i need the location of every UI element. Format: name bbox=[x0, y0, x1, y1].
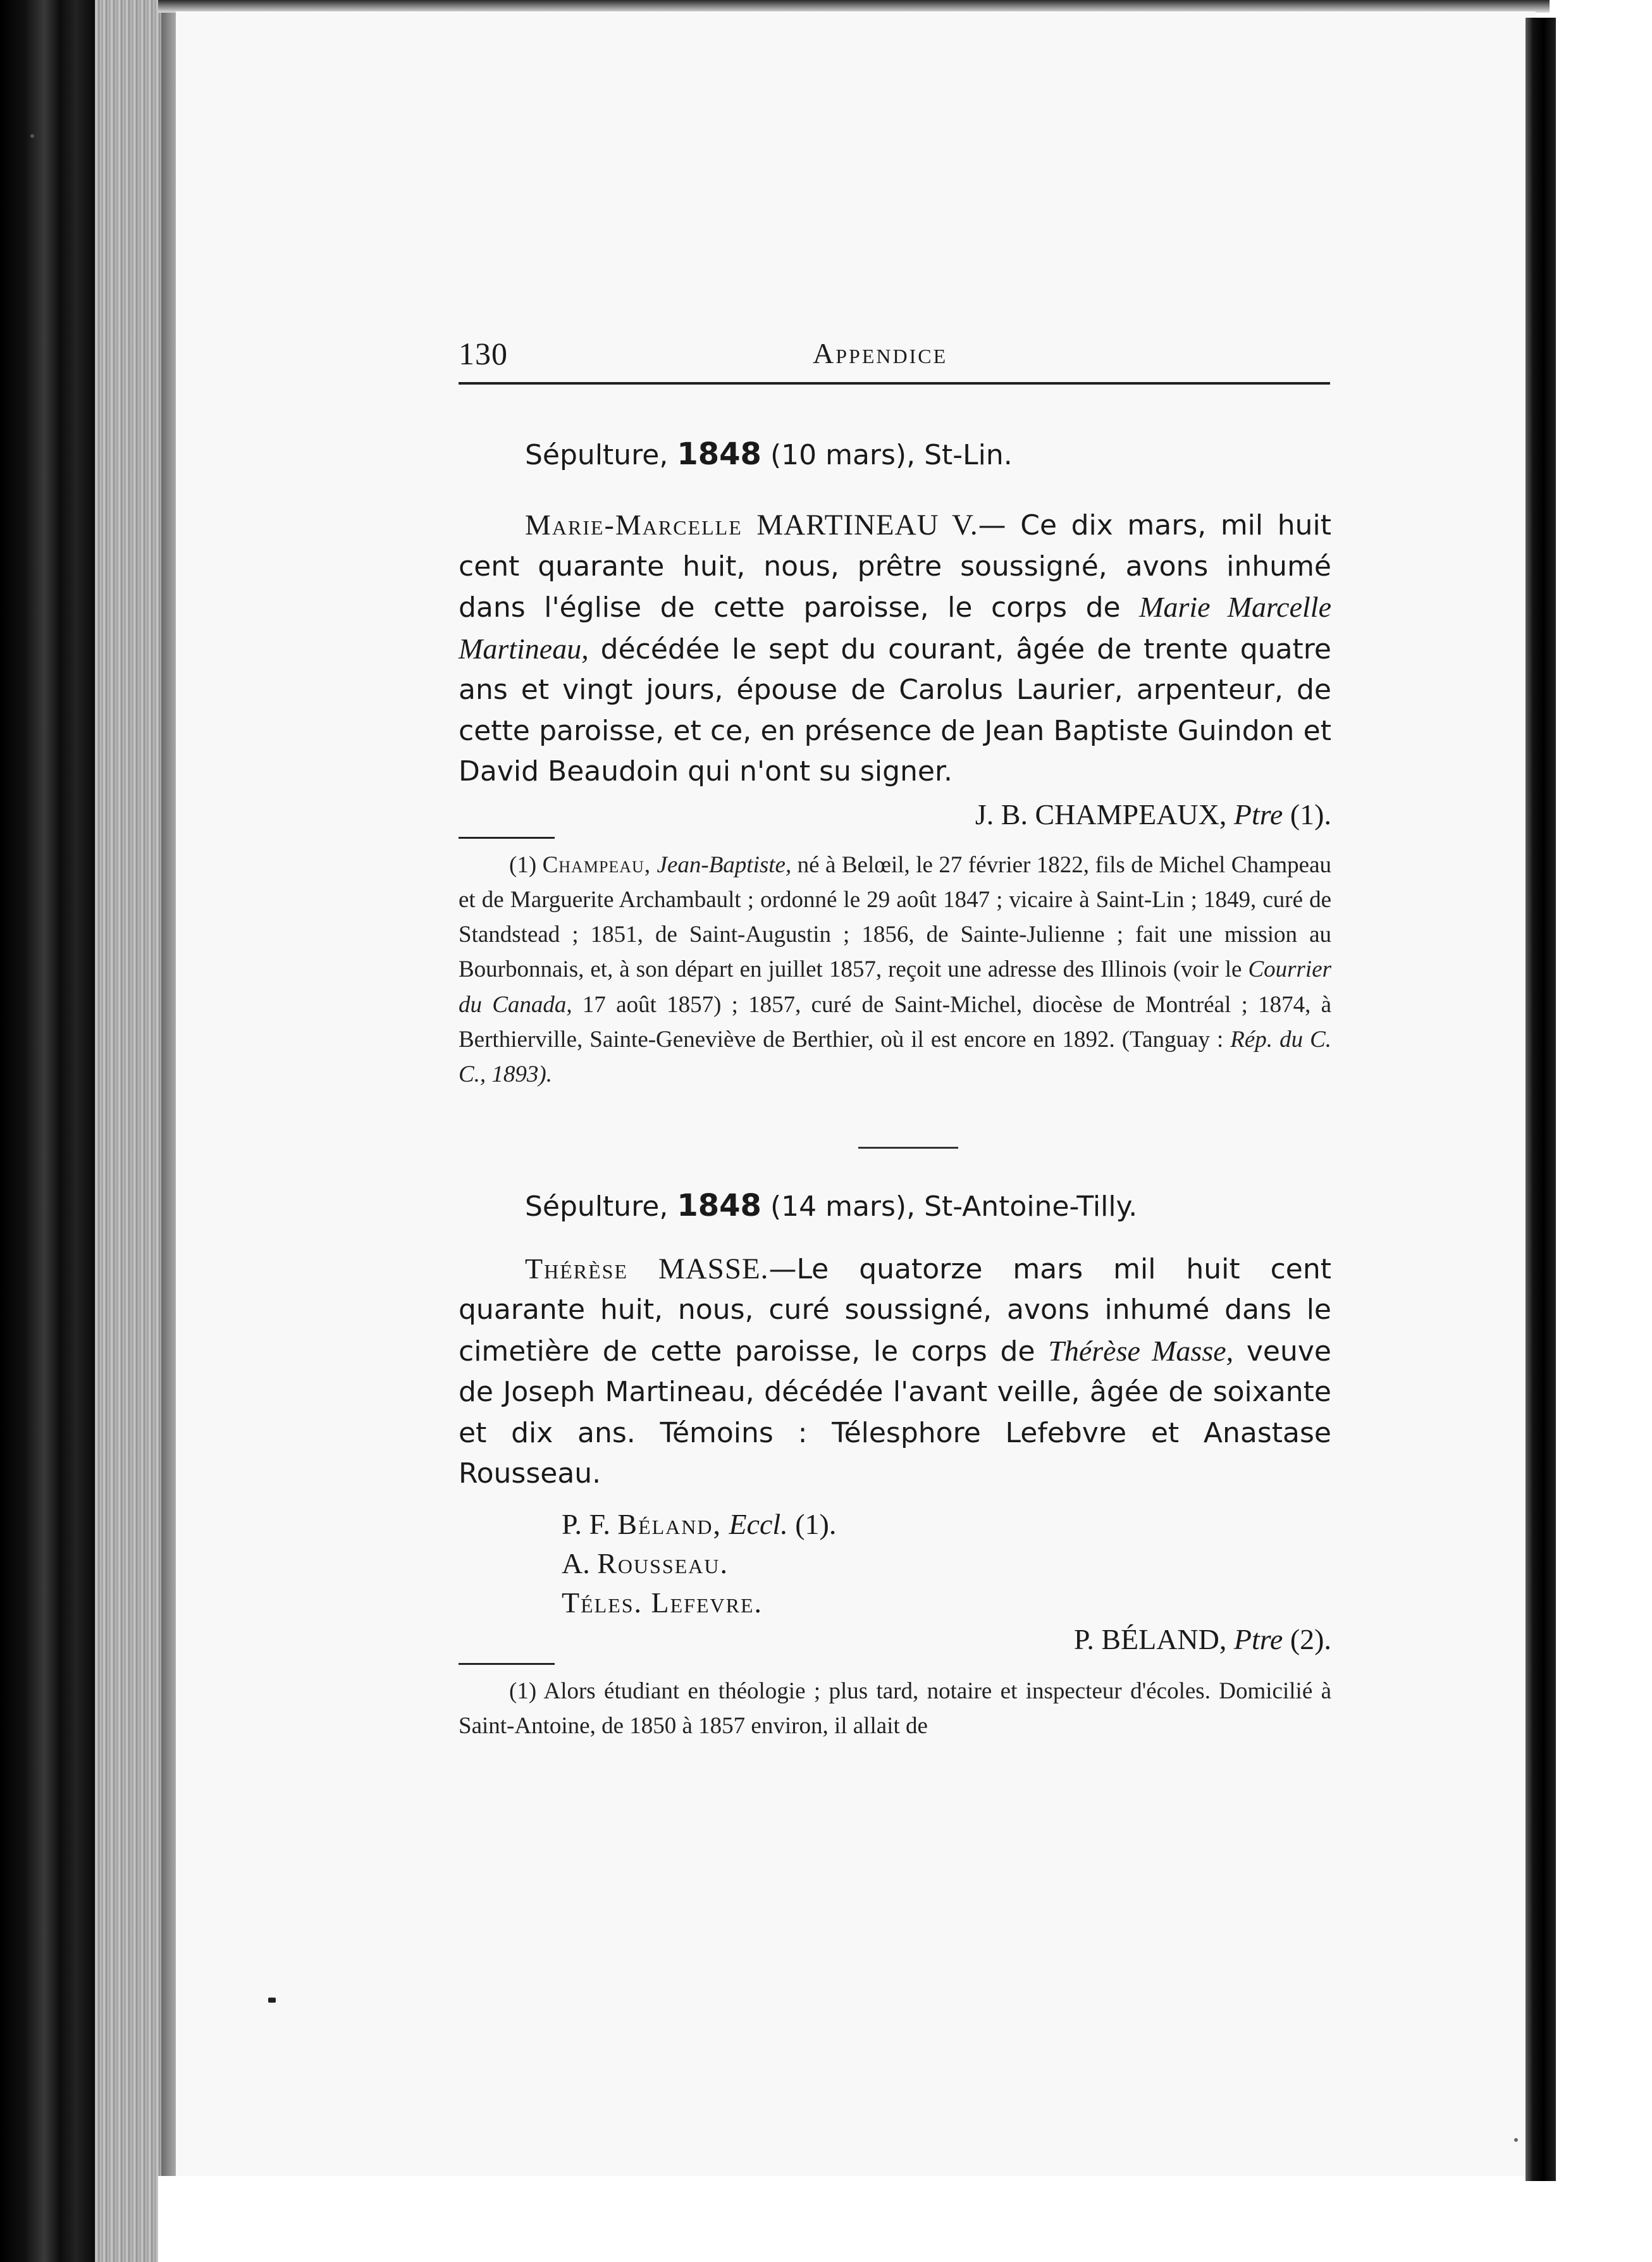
section-divider bbox=[858, 1147, 958, 1149]
footnote-name-italic: Jean-Baptiste, bbox=[656, 851, 792, 878]
entry-text: — Ce dix mars, mil huit cent quarante huit, nous, prêtre soussigné, avons inhumé dans l'église de cette paroisse, le corps de bbox=[459, 509, 1331, 624]
signature-name: P. BÉLAND, bbox=[1073, 1622, 1227, 1655]
right-binding-shadow bbox=[1526, 18, 1556, 2181]
signature-title: Ptre bbox=[1233, 798, 1283, 831]
deceased-name-caps: MARTINEAU V. bbox=[756, 509, 978, 541]
page-top-edge bbox=[158, 0, 1550, 13]
deceased-name-smallcaps: Marie-Marcelle bbox=[525, 509, 743, 541]
signature-title: Ptre bbox=[1233, 1622, 1283, 1655]
deceased-name-caps: MASSE. bbox=[658, 1252, 769, 1285]
header-rule bbox=[459, 382, 1330, 385]
footnote-marker: (1) bbox=[509, 851, 537, 878]
witness-name: Béland, bbox=[617, 1507, 722, 1540]
signature-name: J. B. CHAMPEAUX, bbox=[975, 798, 1227, 831]
heading-suffix: (10 mars), St-Lin. bbox=[770, 439, 1013, 471]
running-title: Appendice bbox=[813, 337, 948, 369]
footnote-ref: (1). bbox=[795, 1507, 837, 1540]
entry-heading bbox=[459, 435, 1331, 474]
footnote-marker: (1) bbox=[509, 1678, 537, 1704]
scan-speck bbox=[1514, 2138, 1518, 2142]
witness-line bbox=[459, 1544, 1331, 1583]
footnote-separator bbox=[459, 1663, 555, 1665]
entry-text: veuve de Joseph Martineau, décédée l'avant veille, âgée de soixante et dix ans. Témoins : Télesphore Lefebvre et Anastase Rousseau. bbox=[459, 1335, 1331, 1490]
entry-text: —Le quatorze mars mil huit cent quarante huit, nous, curé soussigné, avons inhumé dans le cimetière de cette paroisse, le corps de bbox=[459, 1252, 1331, 1368]
entry-italic-name: Thérèse Masse, bbox=[1048, 1334, 1234, 1367]
running-head bbox=[459, 329, 1331, 380]
entry-paragraph bbox=[459, 505, 1331, 793]
text-block bbox=[459, 329, 1331, 1743]
page-number: 130 bbox=[459, 336, 508, 371]
witness-name: Rousseau. bbox=[597, 1547, 729, 1579]
entry-heading bbox=[459, 1187, 1331, 1226]
heading-year: 1848 bbox=[677, 1187, 761, 1223]
heading-prefix: Sépulture, bbox=[525, 1190, 669, 1223]
witness-list bbox=[459, 1505, 1331, 1622]
footnote-separator bbox=[459, 837, 555, 839]
footnote-italic-ref: Courrier du Canada, bbox=[459, 956, 1332, 1018]
heading-suffix: (14 mars), St-Antoine-Tilly. bbox=[770, 1190, 1138, 1223]
witness-initials: P. F. bbox=[562, 1507, 610, 1540]
footnote-name: Champeau, bbox=[542, 851, 651, 878]
footnote-ref: (1). bbox=[1290, 798, 1331, 831]
deceased-name-smallcaps: Thérèse bbox=[525, 1252, 628, 1285]
entry-italic-name: Marie Marcelle Martineau, bbox=[459, 591, 1331, 665]
scan-speck bbox=[268, 1998, 276, 2003]
scan-right-margin bbox=[1556, 0, 1652, 2262]
footnote-text: né à Belœil, le 27 février 1822, fils de Michel Champeau et de Marguerite Archambault ; ordonné le 29 août 1847 ; vicaire à Saint-Lin ; 1849, curé de Standstead ; 1851, de Saint-Augustin ; 1856, de Sainte-Julienne ; fait une mission au Bourbonnais, et, à son départ en juillet 1857, reçoit une adresse des Illinois (voir le bbox=[459, 851, 1332, 983]
witness-name: Téles. Lefevre. bbox=[562, 1586, 763, 1619]
scan-speck bbox=[30, 134, 34, 138]
heading-year: 1848 bbox=[677, 436, 761, 472]
book-spine-shadow bbox=[0, 0, 95, 2262]
footnote-citation: Rép. du C. C., 1893). bbox=[459, 1026, 1332, 1088]
entry-paragraph bbox=[459, 1249, 1331, 1495]
witness-line bbox=[459, 1583, 1331, 1622]
witness-initials: A. bbox=[562, 1547, 590, 1579]
footnote-text: Alors étudiant en théologie ; plus tard, notaire et inspecteur d'écoles. Domicilié à Saint-Antoine, de 1850 à 1857 environ, il allait de bbox=[459, 1678, 1332, 1739]
footnote bbox=[459, 1674, 1331, 1744]
entry-text: décédée le sept du courant, âgée de trente quatre ans et vingt jours, épouse de Carolus Laurier, arpenteur, de cette paroisse, et ce, en présence de Jean Baptiste Guindon et David Beaudoin qui n'ont su signer. bbox=[459, 633, 1331, 788]
footnote-ref: (2). bbox=[1290, 1622, 1331, 1655]
heading-prefix: Sépulture, bbox=[525, 439, 669, 471]
footnote bbox=[459, 848, 1331, 1092]
witness-title: Eccl. bbox=[729, 1507, 788, 1540]
footnote-text: 17 août 1857) ; 1857, curé de Saint-Michel, diocèse de Montréal ; 1874, à Berthierville, Sainte-Geneviève de Berthier, où il est encore en 1892. (Tanguay : bbox=[459, 991, 1332, 1053]
signature bbox=[459, 1620, 1331, 1659]
signature bbox=[459, 795, 1331, 834]
witness-line bbox=[459, 1505, 1331, 1544]
scan-bottom-margin bbox=[158, 2176, 1550, 2262]
